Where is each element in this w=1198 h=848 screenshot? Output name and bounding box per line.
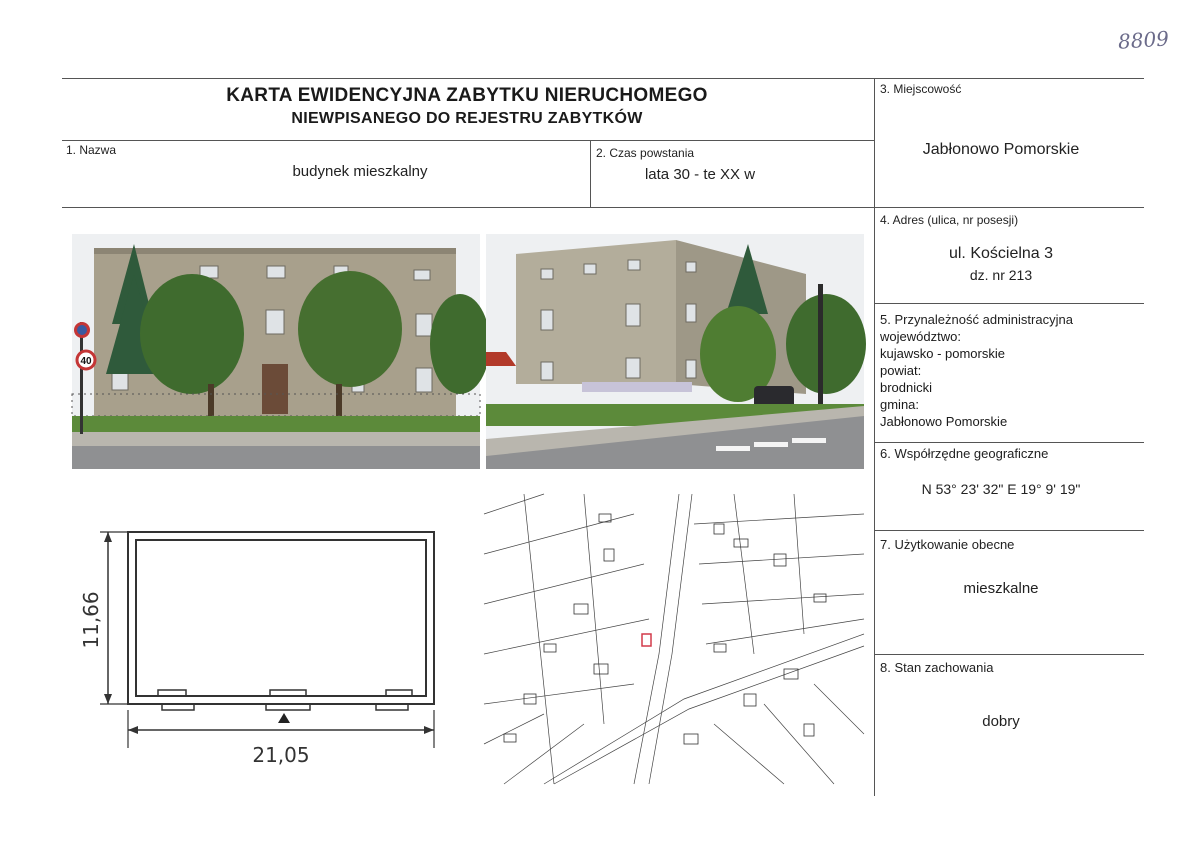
time-label: 2. Czas powstania [596, 146, 695, 160]
top-border [62, 78, 1144, 79]
floor-plan [79, 520, 446, 780]
coords-label: 6. Współrzędne geograficzne [880, 446, 1049, 461]
plan-height-dimension: 11,66 [79, 591, 103, 649]
building-photo-front [72, 234, 480, 469]
admin-details [880, 328, 1007, 430]
speed-limit-sign-text: 40 [80, 356, 92, 367]
address-parcel: dz. nr 213 [969, 267, 1033, 283]
header-divider [62, 140, 874, 141]
county-label: powiat: [880, 363, 922, 378]
coords-divider [874, 530, 1144, 531]
cadastral-map [484, 494, 864, 784]
card-subtitle: NIEWPISANEGO DO REJESTRU ZABYTKÓW [291, 110, 643, 127]
handwritten-catalogue-number: 8809 [1117, 26, 1170, 54]
commune-label: gmina: [880, 397, 920, 412]
building-side-illustration [486, 234, 864, 469]
coords-value: N 53° 23' 32" E 19° 9' 19" [921, 481, 1081, 497]
floor-plan-drawing [79, 520, 446, 780]
locality-value: Jabłonowo Pomorskie [922, 141, 1080, 158]
usage-divider [874, 654, 1144, 655]
county-value: brodnicki [880, 380, 933, 395]
building-front-illustration [72, 234, 480, 469]
name-label: 1. Nazwa [66, 143, 117, 157]
name-time-separator [590, 140, 591, 207]
condition-value: dobry [982, 713, 1020, 730]
address-street: ul. Kościelna 3 [948, 245, 1054, 262]
plan-width-dimension: 21,05 [252, 743, 310, 767]
usage-label: 7. Użytkowanie obecne [880, 537, 1015, 552]
admin-divider [874, 442, 1144, 443]
card-title: KARTA EWIDENCYJNA ZABYTKU NIERUCHOMEGO [226, 85, 708, 106]
address-label: 4. Adres (ulica, nr posesji) [880, 213, 1019, 227]
voivodeship-label: województwo: [880, 329, 961, 344]
admin-label: 5. Przynależność administracyjna [880, 312, 1073, 327]
locality-label: 3. Miejscowość [880, 82, 962, 96]
commune-value: Jabłonowo Pomorskie [880, 414, 1008, 429]
address-divider [874, 303, 1144, 304]
voivodeship-value: kujawsko - pomorskie [880, 346, 1005, 361]
time-value: lata 30 - te XX w [644, 166, 756, 183]
name-value: budynek mieszkalny [292, 163, 428, 180]
name-row-divider [62, 207, 1144, 208]
cadastral-map-drawing [484, 494, 864, 784]
usage-value: mieszkalne [963, 580, 1039, 597]
building-photo-side [486, 234, 864, 469]
right-column-border [874, 78, 875, 796]
condition-label: 8. Stan zachowania [880, 660, 994, 675]
